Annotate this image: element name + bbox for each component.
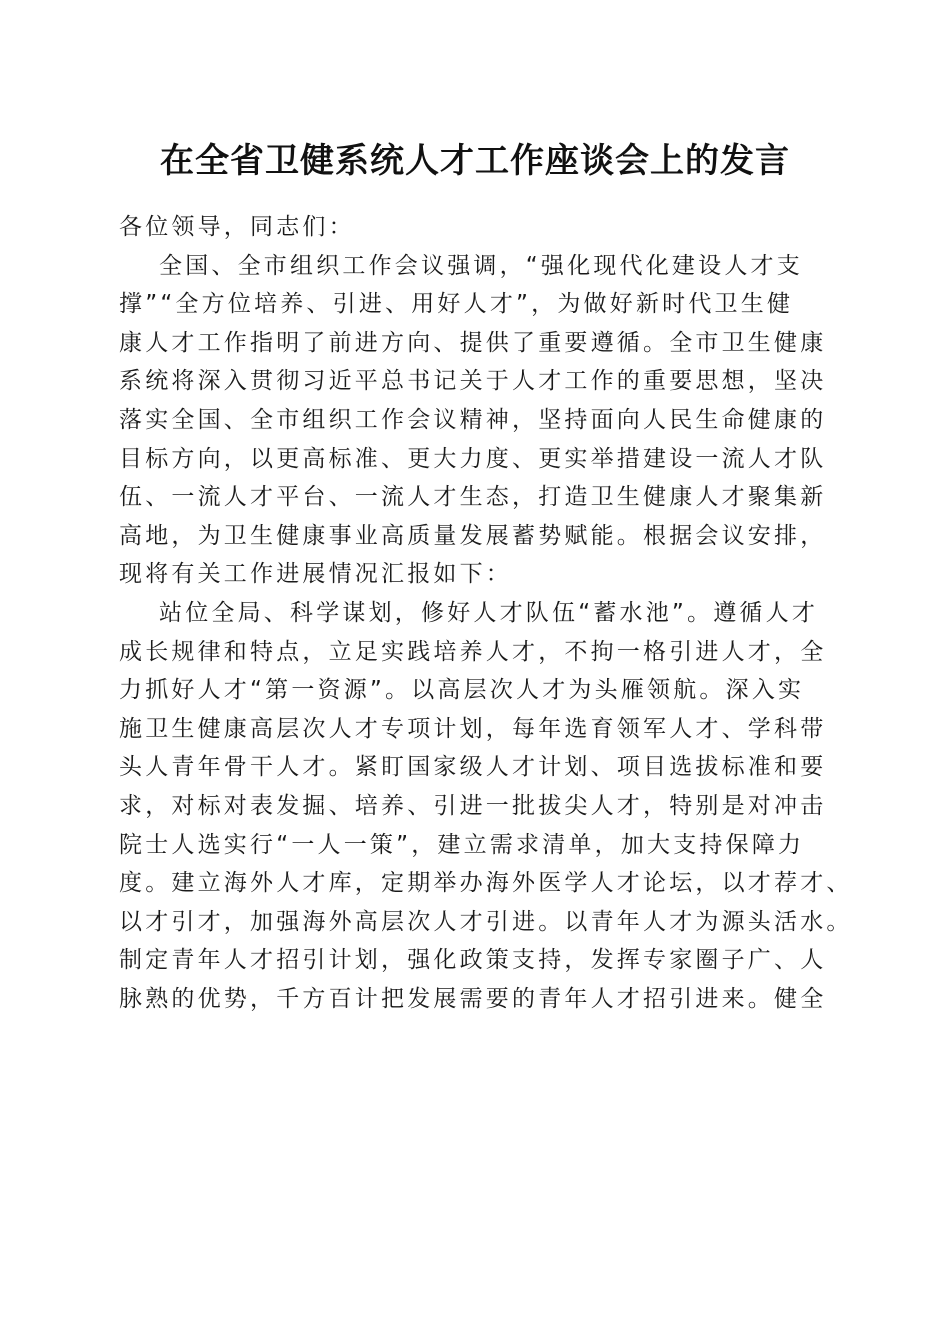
paragraph-line: 脉熟的优势，千方百计把发展需要的青年人才招引进来。健全: [119, 985, 827, 1012]
paragraph-line: 系统将深入贯彻习近平总书记关于人才工作的重要思想，坚决: [119, 368, 827, 395]
paragraph-line: 撑”“全方位培养、引进、用好人才”，为做好新时代卫生健: [119, 291, 794, 318]
paragraph-line: 院士人选实行“一人一策”，建立需求清单，加大支持保障力: [119, 831, 805, 858]
paragraph-line: 站位全局、科学谋划，修好人才队伍“蓄水池”。遵循人才: [159, 599, 819, 626]
paragraph-line: 力抓好人才“第一资源”。以高层次人才为头雁领航。深入实: [119, 677, 805, 704]
paragraph-line: 施卫生健康高层次人才专项计划，每年选育领军人才、学科带: [119, 715, 827, 742]
paragraph-line: 高地，为卫生健康事业高质量发展蓄势赋能。根据会议安排，: [119, 522, 827, 549]
paragraph-line: 康人才工作指明了前进方向、提供了重要遵循。全市卫生健康: [119, 329, 827, 356]
paragraph-line: 目标方向，以更高标准、更大力度、更实举措建设一流人才队: [119, 445, 827, 472]
paragraph-line: 度。建立海外人才库，定期举办海外医学人才论坛，以才荐才、: [119, 870, 853, 897]
document-title: 在全省卫健系统人才工作座谈会上的发言: [160, 141, 790, 181]
paragraph-line: 落实全国、全市组织工作会议精神，坚持面向人民生命健康的: [119, 406, 827, 433]
paragraph-line: 伍、一流人才平台、一流人才生态，打造卫生健康人才聚集新: [119, 484, 827, 511]
paragraph-line: 全国、全市组织工作会议强调，“强化现代化建设人才支: [159, 252, 803, 279]
paragraph-line: 成长规律和特点，立足实践培养人才，不拘一格引进人才，全: [119, 638, 827, 665]
salutation-line: 各位领导，同志们：: [119, 214, 355, 240]
paragraph-line: 现将有关工作进展情况汇报如下：: [119, 561, 512, 588]
paragraph-line: 以才引才，加强海外高层次人才引进。以青年人才为源头活水。: [119, 908, 853, 935]
paragraph-line: 头人青年骨干人才。紧盯国家级人才计划、项目选拔标准和要: [119, 754, 827, 781]
document-body: [119, 208, 853, 1018]
paragraph-line: 制定青年人才招引计划，强化政策支持，发挥专家圈子广、人: [119, 947, 827, 974]
paragraph-line: 求，对标对表发掘、培养、引进一批拔尖人才，特别是对冲击: [119, 792, 827, 819]
